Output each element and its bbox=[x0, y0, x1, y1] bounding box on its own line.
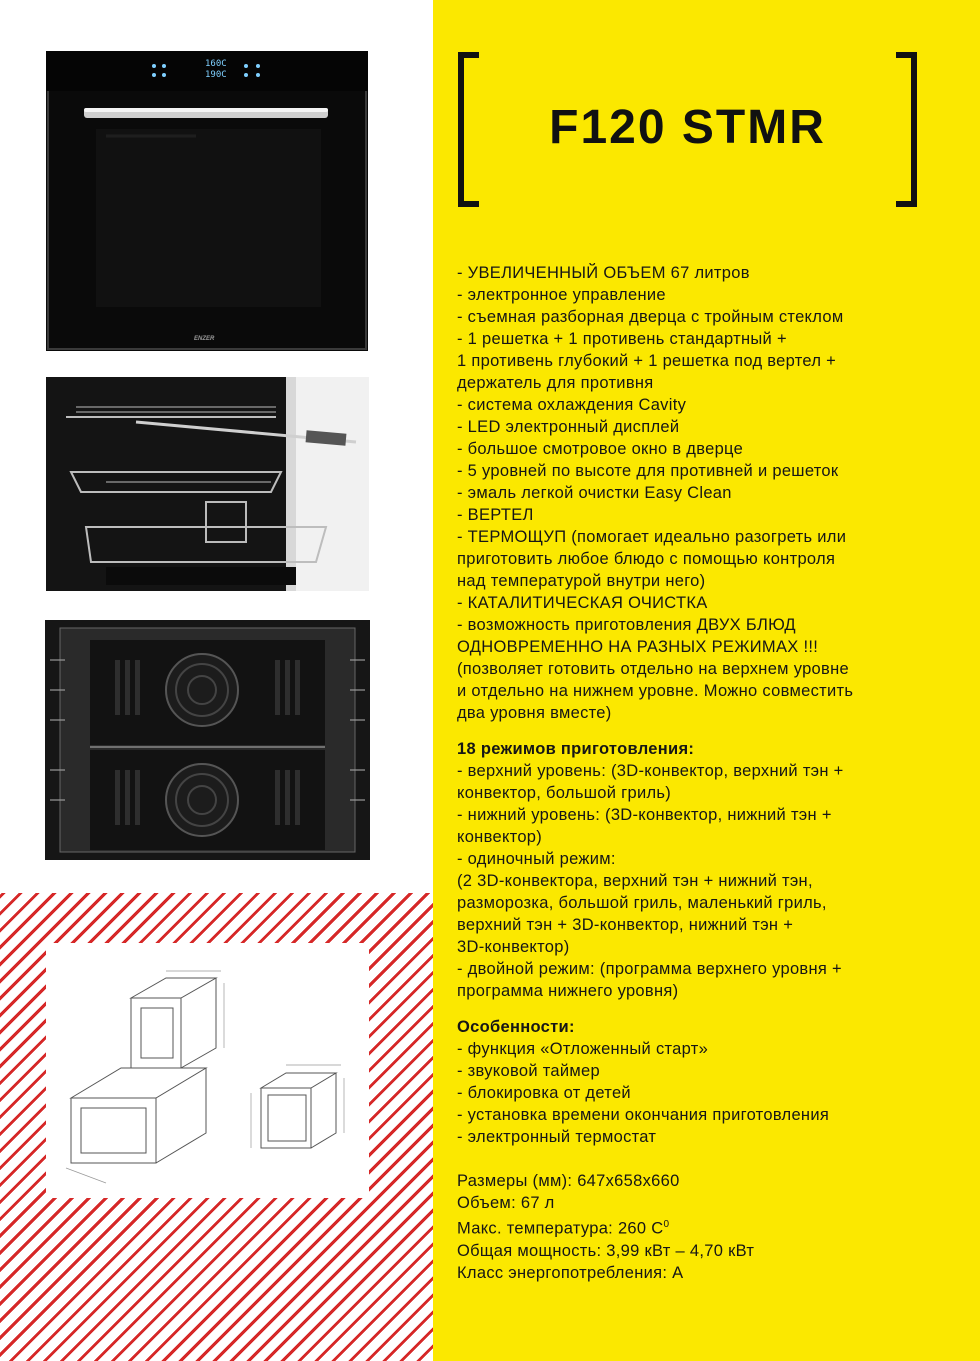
display-bottom-temp: 190C bbox=[205, 70, 227, 80]
spec-power: Общая мощность: 3,99 кВт – 4,70 кВт bbox=[457, 1241, 755, 1260]
mode-line: разморозка, большой гриль, маленький гриль, bbox=[457, 894, 827, 912]
installation-dimensions-drawing bbox=[46, 943, 369, 1198]
modes-section bbox=[457, 738, 957, 1002]
spec-energy-class: Класс энергопотребления: А bbox=[457, 1263, 684, 1282]
model-title-block bbox=[455, 52, 920, 207]
spec-volume: Объем: 67 л bbox=[457, 1194, 555, 1212]
specs-section bbox=[457, 1170, 957, 1284]
feature-line: (позволяет готовить отдельно на верхнем уровне bbox=[457, 660, 849, 678]
feature-line: - ТЕРМОЩУП (помогает идеально разогреть или bbox=[457, 528, 847, 546]
oven-brand-logo: ENZER bbox=[194, 336, 215, 342]
mode-line: - одиночный режим: bbox=[457, 850, 616, 868]
feature-line: - LED электронный дисплей bbox=[457, 418, 680, 436]
modes-heading: 18 режимов приготовления: bbox=[457, 740, 695, 758]
special-line: - функция «Отложенный старт» bbox=[457, 1040, 709, 1058]
display-top-temp: 160C bbox=[205, 59, 227, 69]
feature-line: - электронное управление bbox=[457, 286, 666, 304]
feature-line: - возможность приготовления ДВУХ БЛЮД bbox=[457, 616, 796, 634]
mode-line: конвектор) bbox=[457, 828, 543, 846]
feature-line: - ВЕРТЕЛ bbox=[457, 506, 534, 524]
special-line: - установка времени окончания приготовления bbox=[457, 1106, 830, 1124]
feature-line: приготовить любое блюдо с помощью контроля bbox=[457, 550, 836, 568]
mode-line: конвектор, большой гриль) bbox=[457, 784, 672, 802]
special-line: - звуковой таймер bbox=[457, 1062, 600, 1080]
mode-line: (2 3D-конвектора, верхний тэн + нижний тэн, bbox=[457, 872, 813, 890]
mode-line: - двойной режим: (программа верхнего уровня + bbox=[457, 960, 842, 978]
feature-line: - большое смотровое окно в дверце bbox=[457, 440, 744, 458]
right-bracket-icon bbox=[892, 52, 920, 207]
feature-line: ОДНОВРЕМЕННО НА РАЗНЫХ РЕЖИМАХ !!! bbox=[457, 638, 819, 656]
special-line: - электронный термостат bbox=[457, 1128, 657, 1146]
spec-max-temp-text: Макс. температура: 260 С bbox=[457, 1219, 664, 1238]
feature-line: - КАТАЛИТИЧЕСКАЯ ОЧИСТКА bbox=[457, 594, 708, 612]
features-list bbox=[457, 262, 957, 724]
spec-max-temp bbox=[457, 1214, 957, 1240]
mode-line: программа нижнего уровня) bbox=[457, 982, 679, 1000]
specials-section bbox=[457, 1016, 957, 1148]
special-line: - блокировка от детей bbox=[457, 1084, 631, 1102]
feature-line: - 5 уровней по высоте для противней и решеток bbox=[457, 462, 839, 480]
feature-line: - эмаль легкой очистки Easy Clean bbox=[457, 484, 732, 502]
feature-line: - система охлаждения Cavity bbox=[457, 396, 687, 414]
feature-line: 1 противень глубокий + 1 решетка под вертел + bbox=[457, 352, 837, 370]
spec-dimensions: Размеры (мм): 647x658x660 bbox=[457, 1172, 680, 1190]
specials-heading: Особенности: bbox=[457, 1018, 575, 1036]
mode-line: - верхний уровень: (3D-конвектор, верхний тэн + bbox=[457, 762, 844, 780]
mode-line: - нижний уровень: (3D-конвектор, нижний тэн + bbox=[457, 806, 832, 824]
feature-line: - 1 решетка + 1 противень стандартный + bbox=[457, 330, 787, 348]
feature-line: держатель для противня bbox=[457, 374, 654, 392]
oven-front-photo bbox=[46, 51, 368, 351]
oven-twin-fans-photo bbox=[45, 620, 370, 860]
model-title: F120 STMR bbox=[549, 101, 826, 154]
feature-line: два уровня вместе) bbox=[457, 704, 612, 722]
feature-line: над температурой внутри него) bbox=[457, 572, 706, 590]
mode-line: 3D-конвектор) bbox=[457, 938, 570, 956]
oven-interior-rotisserie-photo bbox=[46, 377, 369, 591]
feature-line: и отдельно на нижнем уровне. Можно совместить bbox=[457, 682, 854, 700]
feature-line: - УВЕЛИЧЕННЫЙ ОБЪЕМ 67 литров bbox=[457, 264, 750, 282]
mode-line: верхний тэн + 3D-конвектор, нижний тэн + bbox=[457, 916, 794, 934]
feature-line: - съемная разборная дверца с тройным стеклом bbox=[457, 308, 844, 326]
degree-mark: 0 bbox=[663, 1219, 670, 1230]
spec-text bbox=[457, 262, 957, 1284]
